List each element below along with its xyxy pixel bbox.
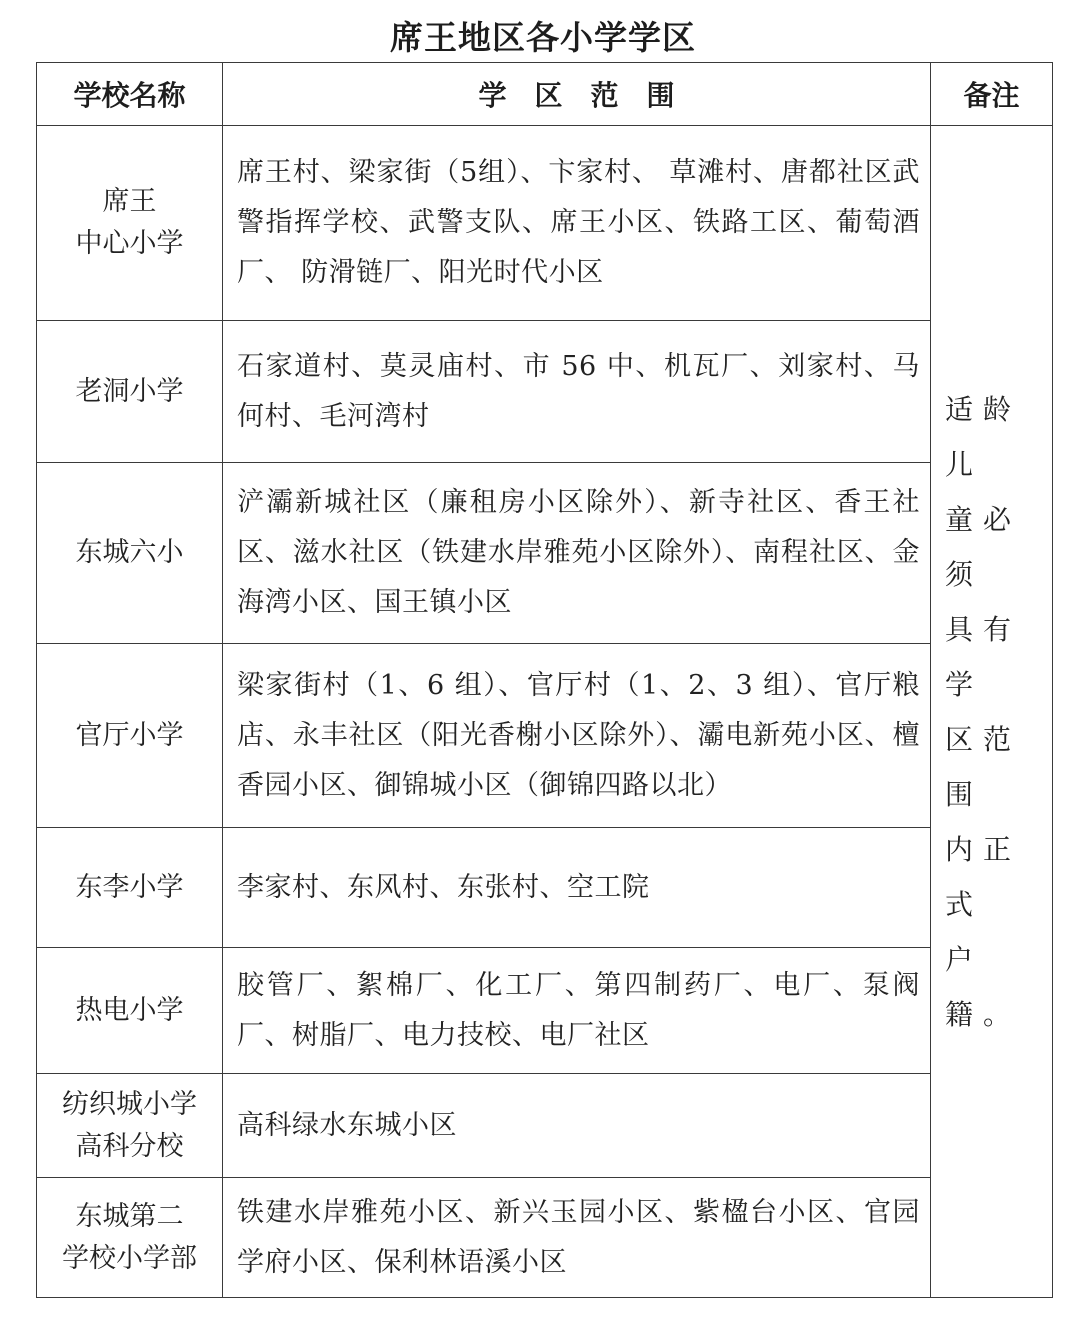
remarks-line: 内正式 xyxy=(945,832,1022,921)
school-name-cell: 热电小学 xyxy=(37,948,223,1074)
school-name-cell: 东城六小 xyxy=(37,463,223,644)
school-name-cell: 官厅小学 xyxy=(37,644,223,828)
header-row xyxy=(37,63,1053,126)
school-district-table xyxy=(36,62,1053,1298)
table-row xyxy=(37,948,1053,1074)
remarks-line: 适龄儿 xyxy=(945,392,1022,481)
school-name-line: 学校小学部 xyxy=(62,1242,197,1274)
table-row xyxy=(37,126,1053,321)
table-row xyxy=(37,828,1053,948)
school-name-line: 席王 xyxy=(102,186,157,217)
district-scope-cell: 李家村、东风村、东张村、空工院 xyxy=(223,828,931,948)
district-scope-cell: 铁建水岸雅苑小区、新兴玉园小区、紫楹台小区、官园学府小区、保利林语溪小区 xyxy=(223,1178,931,1298)
header-school-name: 学校名称 xyxy=(37,63,223,126)
district-scope-cell: 席王村、梁家街（5组）、卞家村、 草滩村、唐都社区武警指挥学校、武警支队、席王小区、铁路工区、葡萄酒厂、 防滑链厂、阳光时代小区 xyxy=(223,126,931,321)
school-name-cell: 老洞小学 xyxy=(37,321,223,463)
district-scope-cell: 胶管厂、絮棉厂、化工厂、第四制药厂、电厂、泵阀厂、树脂厂、电力技校、电厂社区 xyxy=(223,948,931,1074)
page-title: 席王地区各小学学区 xyxy=(390,18,696,57)
district-scope-cell: 梁家街村（1、6 组）、官厅村（1、2、3 组）、官厅粮店、永丰社区（阳光香榭小区除外）、灞电新苑小区、檀香园小区、御锦城小区（御锦四路以北） xyxy=(223,644,931,828)
remarks-line: 具有学 xyxy=(945,612,1022,701)
header-district-scope: 学区范围 xyxy=(223,63,931,126)
school-name-cell: 东李小学 xyxy=(37,828,223,948)
remarks-line: 区范围 xyxy=(945,722,1022,811)
district-scope-cell: 石家道村、莫灵庙村、市 56 中、机瓦厂、刘家村、马何村、毛河湾村 xyxy=(223,321,931,463)
school-name-line: 东城第二 xyxy=(75,1200,184,1232)
table-row xyxy=(37,321,1053,463)
table-row xyxy=(37,644,1053,828)
remarks-line: 童必须 xyxy=(945,502,1022,591)
table-row xyxy=(37,463,1053,644)
remarks-cell xyxy=(931,126,1053,1298)
school-name-cell xyxy=(37,126,223,321)
table-row xyxy=(37,1178,1053,1298)
school-name-cell xyxy=(37,1178,223,1298)
school-name-line: 纺织城小学 xyxy=(62,1088,197,1120)
school-name-line: 高科分校 xyxy=(75,1130,184,1162)
district-scope-cell: 高科绿水东城小区 xyxy=(223,1074,931,1178)
header-remarks: 备注 xyxy=(931,63,1053,126)
table-row xyxy=(37,1074,1053,1178)
district-scope-cell: 浐灞新城社区（廉租房小区除外）、新寺社区、香王社区、滋水社区（铁建水岸雅苑小区除外）、南程社区、金海湾小区、国王镇小区 xyxy=(223,463,931,644)
school-name-cell xyxy=(37,1074,223,1178)
remarks-line: 户籍。 xyxy=(945,942,1022,1031)
school-name-line: 中心小学 xyxy=(75,228,184,259)
